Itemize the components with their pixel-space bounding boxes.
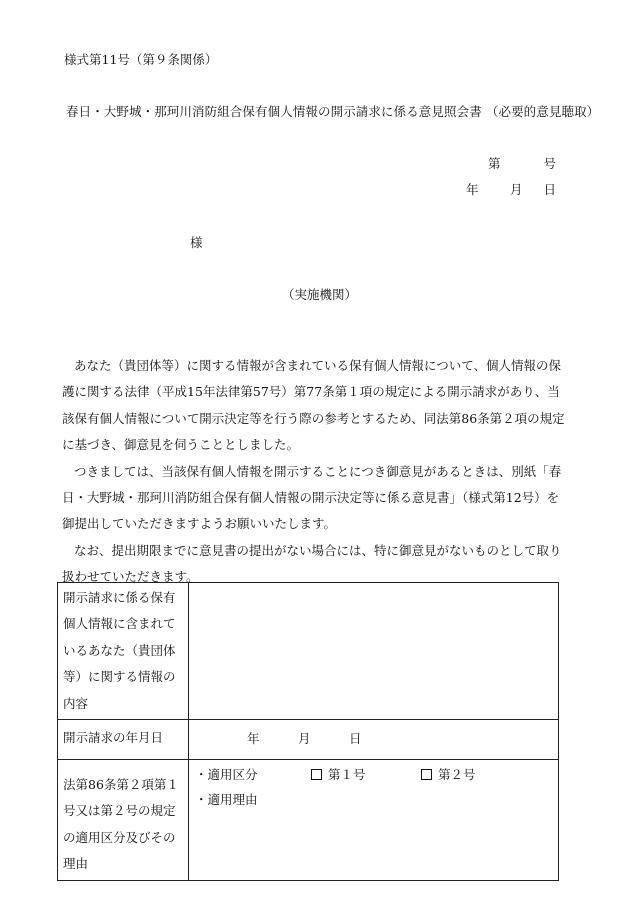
information-label: 開示請求に係る保有個人情報に含まれているあなた（貴団体等）に関する情報の内容 [58, 583, 189, 720]
document-title: 春日・大野城・那珂川消防組合保有個人情報の開示請求に係る意見照会書 （必要的意見聴取） [66, 104, 600, 119]
number-go: 号 [543, 156, 556, 171]
date-day: 日 [543, 182, 556, 197]
option-item-2: 第２号 [438, 767, 476, 783]
body-paragraph-1: あなた（貴団体等）に関する情報が含まれている保有個人情報について、個人情報の保護に関する法律（平成15年法律第57号）第77条第１項の規定による開示請求があり、当該保有個人情報について開示決定等を行う際の参考とするため、同法第86条第２項の規定に基づき、御意見を伺うこととしました。 [62, 358, 565, 453]
date-month: 月 [510, 182, 523, 197]
category-label: 法第86条第２項第１号又は第２号の規定の適用区分及びその理由 [58, 760, 189, 881]
category-value [189, 760, 559, 881]
request-date-value [189, 720, 559, 760]
issue-date-line [466, 180, 556, 198]
table-row-information [58, 583, 559, 720]
information-value [189, 583, 559, 720]
body-text [62, 353, 568, 591]
date-year: 年 [466, 182, 479, 197]
reason-heading: ・適用理由 [195, 792, 258, 808]
request-date-year: 年 [247, 731, 260, 747]
option-item-1-wrapper[interactable] [311, 762, 366, 788]
implementing-agency: （実施機関） [282, 287, 358, 302]
table-row-request-date [58, 720, 559, 760]
request-date-day: 日 [349, 731, 362, 747]
request-date-label: 開示請求の年月日 [58, 720, 189, 760]
checkbox-item-1[interactable] [311, 769, 322, 780]
body-paragraph-3: なお、提出期限までに意見書の提出がない場合には、特に御意見がないものとして取り扱わせていただきます。 [62, 542, 562, 585]
form-number: 様式第11号（第９条関係） [64, 52, 218, 67]
table-row-category [58, 760, 559, 881]
number-dai: 第 [488, 156, 501, 171]
checkbox-item-2[interactable] [421, 769, 432, 780]
category-heading: ・適用区分 [195, 767, 258, 783]
option-item-1: 第１号 [328, 767, 366, 783]
addressee-sama: 様 [190, 235, 203, 250]
document-number-line [488, 154, 556, 172]
request-date-month: 月 [298, 731, 311, 747]
info-table [57, 582, 559, 881]
body-paragraph-2: つきましては、当該保有個人情報を開示することにつき御意見があるときは、別紙「春日・大野城・那珂川消防組合保有個人情報の開示決定等に係る意見書」（様式第12号）を御提出していただきますようお願いいたします。 [62, 463, 562, 532]
option-item-2-wrapper[interactable] [421, 762, 476, 788]
